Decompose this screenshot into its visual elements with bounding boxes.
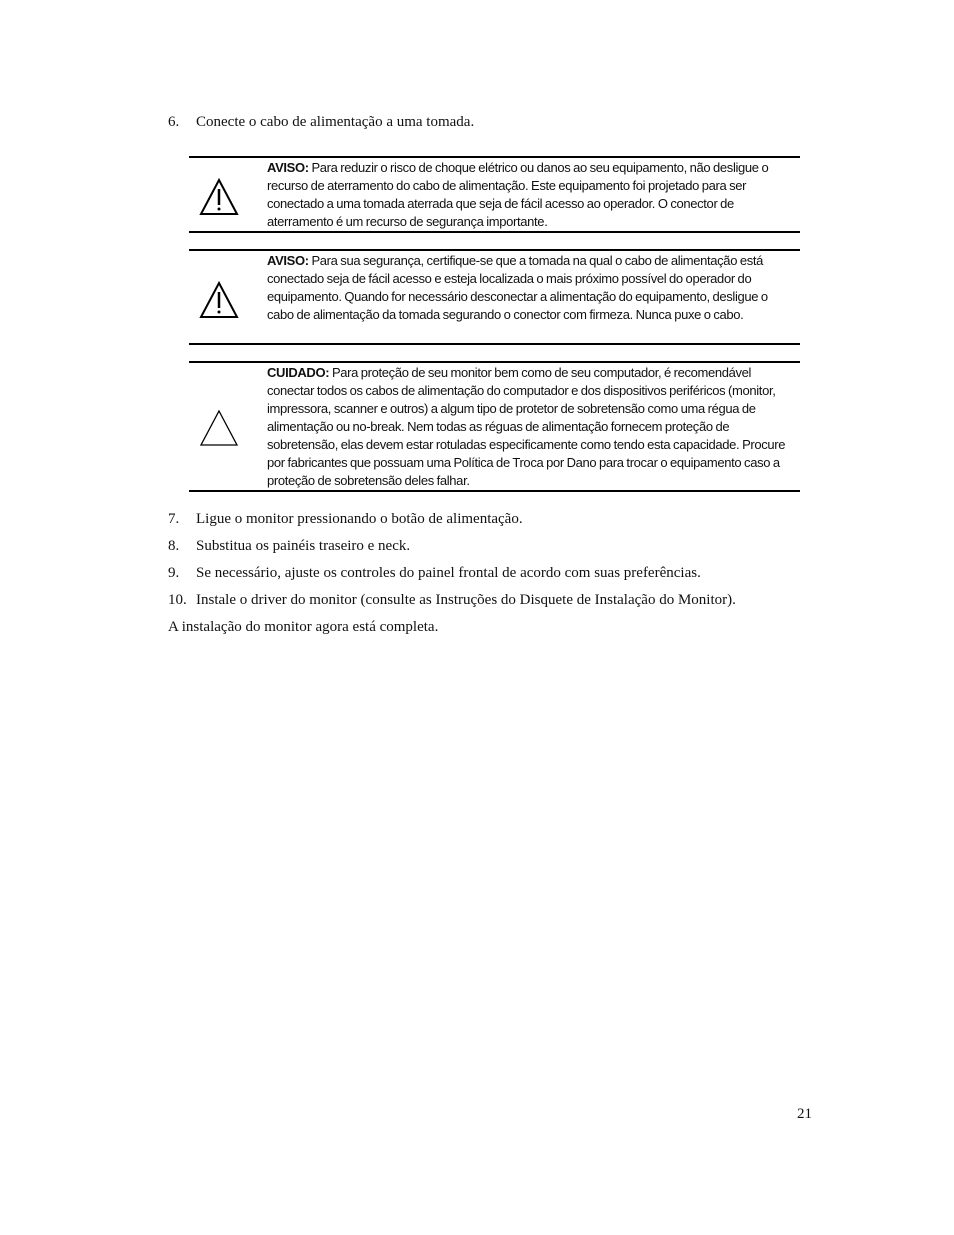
notice-label: AVISO: xyxy=(267,160,309,175)
warning-notice-grounding xyxy=(189,156,800,233)
step-number: 7. xyxy=(168,511,180,527)
warning-exclamation-triangle-icon xyxy=(199,177,239,217)
notice-body: Para reduzir o risco de choque elétrico ou danos ao seu equipamento, não desligue o recurso de aterramento do cabo de alimentação. Este equipamento foi projetado para ser conectado a uma tomada aterrada que seja de fácil acesso ao operador. O conector de aterramento é um recurso de segurança importante. xyxy=(267,160,769,229)
page-number: 21 xyxy=(797,1106,812,1122)
caution-triangle-icon xyxy=(199,408,239,448)
step-text: Substitua os painéis traseiro e neck. xyxy=(196,538,411,554)
caution-notice-surge-protection xyxy=(189,361,800,492)
list-item-step-10 xyxy=(168,591,808,609)
step-text: Conecte o cabo de alimentação a uma tomada. xyxy=(196,114,475,130)
step-number: 9. xyxy=(168,565,180,581)
notice-text xyxy=(267,364,797,490)
notice-label: CUIDADO: xyxy=(267,365,330,380)
warning-notice-outlet-access xyxy=(189,249,800,345)
warning-exclamation-triangle-icon xyxy=(199,280,239,320)
step-text: Instale o driver do monitor (consulte as Instruções do Disquete de Instalação do Monitor). xyxy=(196,592,736,608)
notice-text xyxy=(267,252,797,324)
list-item-step-6 xyxy=(168,113,808,131)
list-item-step-9 xyxy=(168,564,808,582)
list-item-step-8 xyxy=(168,537,808,555)
step-text: Se necessário, ajuste os controles do painel frontal de acordo com suas preferências. xyxy=(196,565,701,581)
step-text: Ligue o monitor pressionando o botão de alimentação. xyxy=(196,511,523,527)
step-number: 10. xyxy=(168,592,187,608)
notice-label: AVISO: xyxy=(267,253,309,268)
notice-text xyxy=(267,159,797,231)
closing-text: A instalação do monitor agora está completa. xyxy=(168,619,439,635)
notice-body: Para sua segurança, certifique-se que a tomada na qual o cabo de alimentação está conectado seja de fácil acesso e esteja localizada o mais próximo possível do operador do equipamento. Quando for necessário desconectar a alimentação do equipamento, desligue o cabo de alimentação da tomada segurando o conector com firmeza. Nunca puxe o cabo. xyxy=(267,253,768,322)
step-number: 8. xyxy=(168,538,180,554)
list-item-step-7 xyxy=(168,510,808,528)
step-number: 6. xyxy=(168,114,180,130)
notice-body: Para proteção de seu monitor bem como de seu computador, é recomendável conectar todos os cabos de alimentação do computador e dos dispositivos periféricos (monitor, impressora, scanner e outros) a algum tipo de protetor de sobretensão como uma régua de alimentação ou no-break. Nem todas as réguas de alimentação fornecem proteção de sobretensão, elas devem estar rotuladas especificamente como tendo esta capacidade. Procure por fabricantes que possuam uma Política de Troca por Dano para trocar o equipamento caso a proteção de sobretensão deles falhar. xyxy=(267,365,786,488)
